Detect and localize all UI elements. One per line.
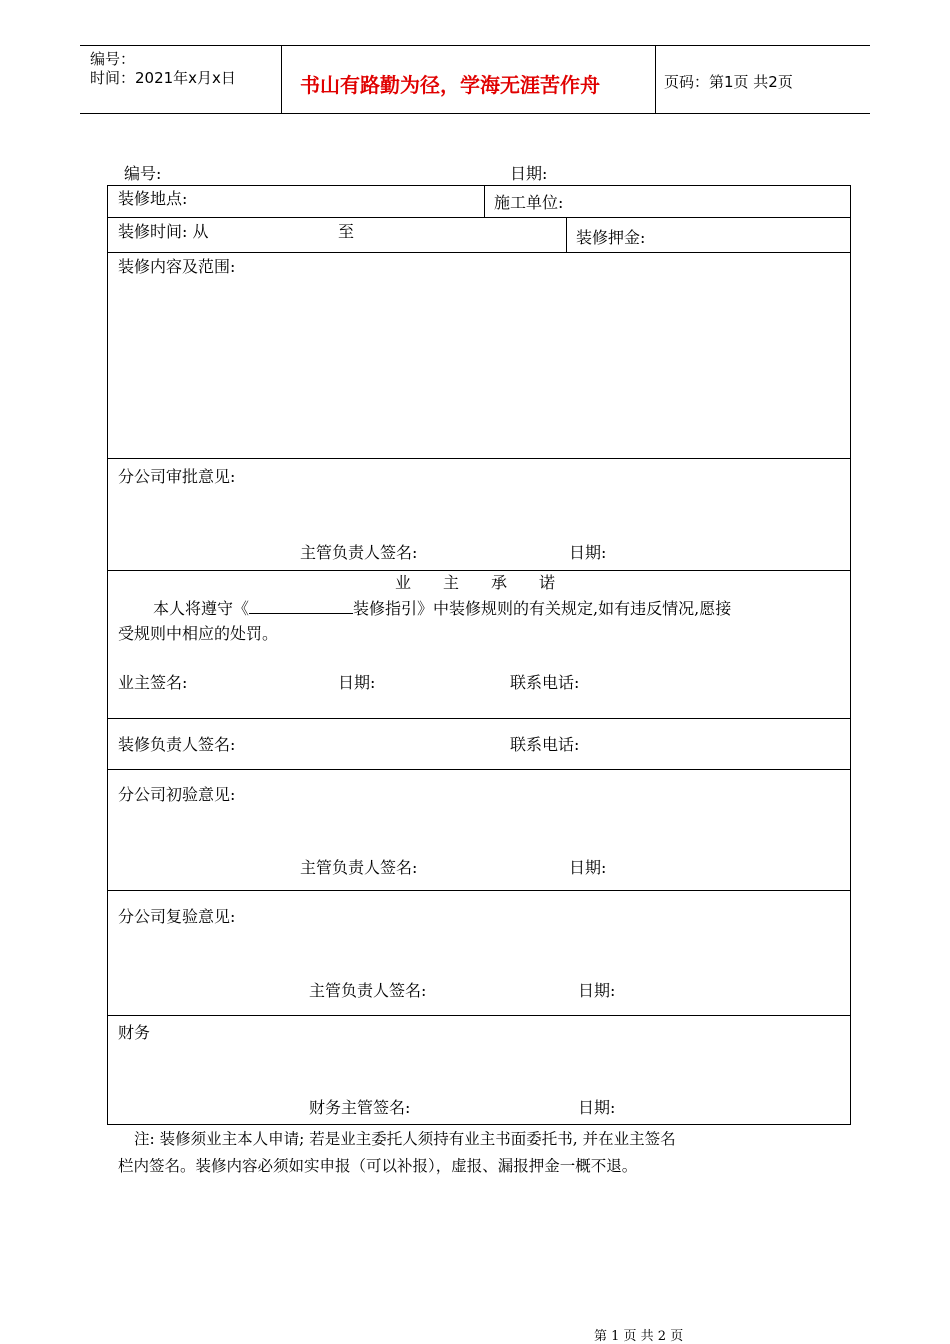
row-finance (107, 1015, 851, 1125)
approval-signer-label: 主管负责人签名: (300, 543, 418, 562)
site-label: 装修地点: (118, 189, 188, 208)
form-serial-label: 编号: (124, 164, 162, 183)
scope-label: 装修内容及范围: (118, 257, 236, 276)
renovation-manager-sign-label: 装修负责人签名: (118, 735, 236, 754)
deposit-label: 装修押金: (576, 228, 646, 247)
header-serial-label: 编号： (90, 50, 136, 68)
re-inspection-signer-label: 主管负责人签名: (309, 981, 427, 1000)
header-motto: 书山有路勤为径，学海无涯苦作舟 (300, 73, 600, 97)
note-line1: 注: 装修须业主本人申请; 若是业主委托人须持有业主书面委托书, 并在业主签名 (134, 1130, 676, 1148)
pledge-text-suffix: 装修指引》中装修规则的有关规定,如有违反情况,愿接 (353, 599, 732, 618)
header-top-rule (80, 45, 870, 46)
pledge-text-line1 (153, 599, 731, 619)
owner-phone-label: 联系电话: (510, 673, 580, 692)
header-divider (281, 45, 282, 113)
header-page-label: 页码：第1页 共2页 (664, 73, 793, 91)
finance-date-label: 日期: (578, 1098, 616, 1117)
initial-inspection-date-label: 日期: (569, 858, 607, 877)
note-line2: 栏内签名。装修内容必须如实申报（可以补报），虚报、漏报押金一概不退。 (118, 1157, 638, 1175)
re-inspection-label: 分公司复验意见: (118, 907, 236, 926)
form-note (118, 1126, 853, 1180)
page-footer: 第 1 页 共 2 页 (594, 1329, 684, 1344)
cell-divider (484, 185, 485, 218)
initial-inspection-signer-label: 主管负责人签名: (300, 858, 418, 877)
header-bottom-rule (80, 113, 870, 114)
renovation-manager-phone-label: 联系电话: (510, 735, 580, 754)
approval-label: 分公司审批意见: (118, 467, 236, 486)
owner-date-label: 日期: (338, 673, 376, 692)
pledge-title-char: 承 (490, 573, 507, 592)
pledge-text-line2: 受规则中相应的处罚。 (118, 624, 279, 643)
re-inspection-date-label: 日期: (578, 981, 616, 1000)
form-date-label: 日期: (510, 164, 548, 183)
pledge-title-char: 主 (442, 573, 459, 592)
header-time-label: 时间：2021年x月x日 (90, 69, 236, 87)
approval-date-label: 日期: (569, 543, 607, 562)
row-time-deposit (107, 217, 851, 253)
row-scope (107, 252, 851, 459)
pledge-title (379, 573, 571, 593)
row-site-contractor (107, 185, 851, 218)
initial-inspection-label: 分公司初验意见: (118, 785, 236, 804)
contractor-label: 施工单位: (494, 193, 564, 212)
owner-sign-label: 业主签名: (118, 673, 188, 692)
time-to-label: 至 (338, 222, 355, 241)
pledge-title-char: 诺 (538, 573, 555, 592)
pledge-text-prefix: 本人将遵守《 (153, 599, 250, 618)
time-from-label: 装修时间: 从 (118, 222, 209, 241)
finance-signer-label: 财务主管签名: (309, 1098, 411, 1117)
finance-label: 财务 (118, 1023, 151, 1042)
header-divider (655, 45, 656, 113)
guide-name-blank (249, 599, 353, 614)
pledge-title-char: 业 (394, 573, 411, 592)
cell-divider (566, 217, 567, 253)
